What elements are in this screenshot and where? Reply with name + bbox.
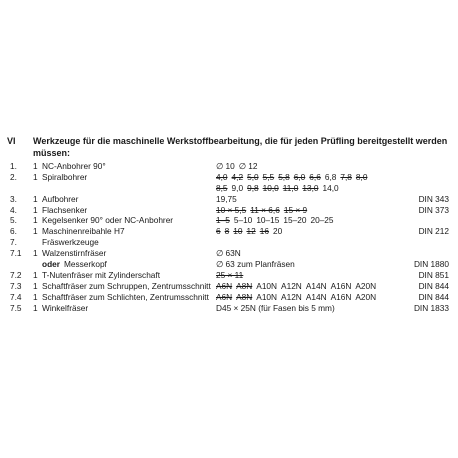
table-row [0, 292, 458, 303]
table-row [0, 161, 458, 172]
size-value-struck: 7,8 [340, 171, 352, 182]
item-number: 1. [10, 161, 17, 171]
size-value: 20 [272, 226, 283, 237]
section-header [0, 135, 458, 161]
item-name: Schaftfräser zum Schruppen, Zentrumsschnitt [42, 280, 211, 291]
section-title: Werkzeuge für die maschinelle Werkstoffbearbeitung, die für jeden Prüfling bereitgestellt werden müssen: [33, 136, 448, 158]
item-number: 7.5 [10, 302, 22, 313]
alternative-keyword: oder [42, 259, 60, 270]
section-number: VI [7, 136, 16, 146]
item-number: 5. [10, 215, 17, 226]
table-row [0, 226, 458, 237]
size-value: A10N [256, 291, 278, 302]
item-name: T-Nutenfräser mit Zylinderschaft [42, 269, 161, 280]
item-number: 7.2 [10, 269, 22, 280]
item-number: 7.3 [10, 280, 22, 291]
din-standard: DIN 851 [418, 269, 449, 280]
table-row [0, 172, 458, 183]
size-value: ∅ 10 [216, 161, 235, 171]
size-value-struck: 11 × 6,6 [250, 204, 280, 215]
size-value: ∅ 12 [238, 161, 258, 171]
table-row [0, 270, 458, 281]
table-row [0, 281, 458, 292]
item-name: Fräswerkzeuge [42, 237, 99, 248]
size-value-struck: 6,6 [309, 171, 321, 182]
size-value-struck: 4,0 [216, 171, 228, 182]
item-sizes [216, 292, 376, 303]
size-value-struck: 4,2 [231, 171, 244, 182]
item-quantity: 1 [33, 204, 38, 215]
size-value: 10–15 [256, 215, 280, 226]
size-value: A12N [281, 280, 302, 291]
item-quantity: 1 [33, 161, 38, 171]
item-quantity: 1 [33, 302, 38, 313]
item-sizes [216, 215, 334, 226]
item-sizes [216, 259, 295, 270]
size-value: A14N [305, 280, 327, 291]
item-name: Schaftfräser zum Schlichten, Zentrumsschnitt [42, 291, 209, 302]
size-value: A12N [281, 291, 302, 302]
item-quantity: 1 [33, 215, 38, 226]
size-value-struck: 13,0 [302, 182, 319, 193]
size-value: A14N [305, 291, 327, 302]
table-row [0, 248, 458, 259]
size-value: ∅ 63 zum Planfräsen [216, 259, 295, 270]
item-number: 6. [10, 226, 17, 237]
item-quantity: 1 [33, 193, 38, 204]
item-quantity: 1 [33, 248, 38, 259]
size-value-struck: 5,8 [278, 171, 290, 182]
size-value: A16N [330, 291, 352, 302]
item-sizes [216, 270, 243, 281]
item-sizes [216, 194, 237, 205]
size-value-struck: A6N [216, 280, 233, 291]
size-value-struck: 25 × 11 [216, 269, 244, 280]
table-row [0, 194, 458, 205]
size-value-struck: 6,0 [293, 171, 306, 182]
item-name: Aufbohrer [42, 193, 79, 204]
size-value-struck: 9,8 [247, 182, 259, 193]
item-quantity: 1 [33, 280, 38, 291]
item-quantity: 1 [33, 291, 38, 302]
item-name: Flachsenker [42, 204, 88, 215]
table-row [0, 215, 458, 226]
size-value-struck: 8,0 [355, 171, 368, 182]
item-name [42, 259, 107, 270]
item-sizes [216, 303, 335, 314]
din-standard: DIN 373 [418, 204, 449, 215]
size-value-struck: 15 × 9 [283, 204, 308, 215]
size-value-struck: A8N [236, 291, 253, 302]
item-name: Kegelsenker 90° oder NC-Anbohrer [42, 215, 174, 226]
item-name: NC-Anbohrer 90° [42, 161, 106, 171]
din-standard: DIN 1880 [413, 259, 449, 270]
size-value: ∅ 63N [216, 248, 241, 259]
item-sizes [216, 248, 241, 259]
item-name: Walzenstirnfräser [42, 248, 107, 259]
size-value-struck: 8 [224, 226, 230, 237]
item-number: 3. [10, 193, 17, 204]
size-value-struck: 10 × 5,5 [216, 204, 247, 215]
size-value: 9,0 [231, 182, 244, 193]
item-name-text: Messerkopf [63, 259, 107, 270]
size-value-struck: 12 [246, 226, 256, 237]
item-name: Maschinenreibahle H7 [42, 226, 125, 237]
size-value: 5–10 [233, 215, 253, 226]
size-value-struck: 10 [233, 226, 243, 237]
item-number: 7.1 [10, 248, 22, 259]
item-name: Winkelfräser [42, 302, 89, 313]
size-value-struck: 5,0 [247, 171, 259, 182]
din-standard: DIN 343 [418, 193, 449, 204]
item-number: 2. [10, 171, 17, 182]
item-number: 7.4 [10, 291, 22, 302]
item-sizes [216, 172, 367, 183]
size-value: A10N [256, 280, 278, 291]
size-value-struck: 6 [216, 226, 221, 237]
tool-table [0, 161, 458, 313]
size-value-struck: 16 [259, 226, 269, 237]
size-value-struck: 10,0 [262, 182, 279, 193]
item-sizes [216, 226, 282, 237]
size-value: A20N [355, 291, 377, 302]
item-number: 7. [10, 237, 17, 248]
item-sizes [216, 281, 376, 292]
item-sizes [216, 205, 307, 216]
item-sizes [216, 161, 258, 172]
tool-list-document [0, 135, 458, 313]
size-value: A16N [330, 280, 352, 291]
din-standard: DIN 844 [418, 291, 449, 302]
din-standard: DIN 1833 [413, 302, 449, 313]
din-standard: DIN 844 [418, 280, 449, 291]
size-value: 6,8 [324, 171, 337, 182]
din-standard: DIN 212 [418, 226, 449, 237]
item-sizes [216, 183, 339, 194]
item-quantity: 1 [33, 171, 38, 182]
size-value: D45 × 25N (für Fasen bis 5 mm) [216, 302, 335, 313]
size-value: A20N [355, 280, 377, 291]
size-value-struck: A8N [236, 280, 253, 291]
item-quantity: 1 [33, 269, 38, 280]
table-row [0, 183, 458, 194]
item-name: Spiralbohrer [42, 171, 88, 182]
size-value-struck: 5,5 [262, 171, 275, 182]
item-quantity: 1 [33, 226, 38, 237]
item-number: 4. [10, 204, 17, 215]
table-row [0, 205, 458, 216]
size-value-struck: A6N [216, 291, 233, 302]
size-value-struck: 8,5 [216, 182, 228, 193]
size-value-struck: 1–5 [216, 215, 230, 226]
table-row [0, 259, 458, 270]
table-row [0, 303, 458, 314]
size-value: 14,0 [322, 182, 339, 193]
size-value: 15–20 [283, 215, 307, 226]
table-row [0, 237, 458, 248]
size-value: 19,75 [216, 193, 237, 204]
size-value: 20–25 [310, 215, 334, 226]
size-value-struck: 11,0 [282, 182, 299, 193]
